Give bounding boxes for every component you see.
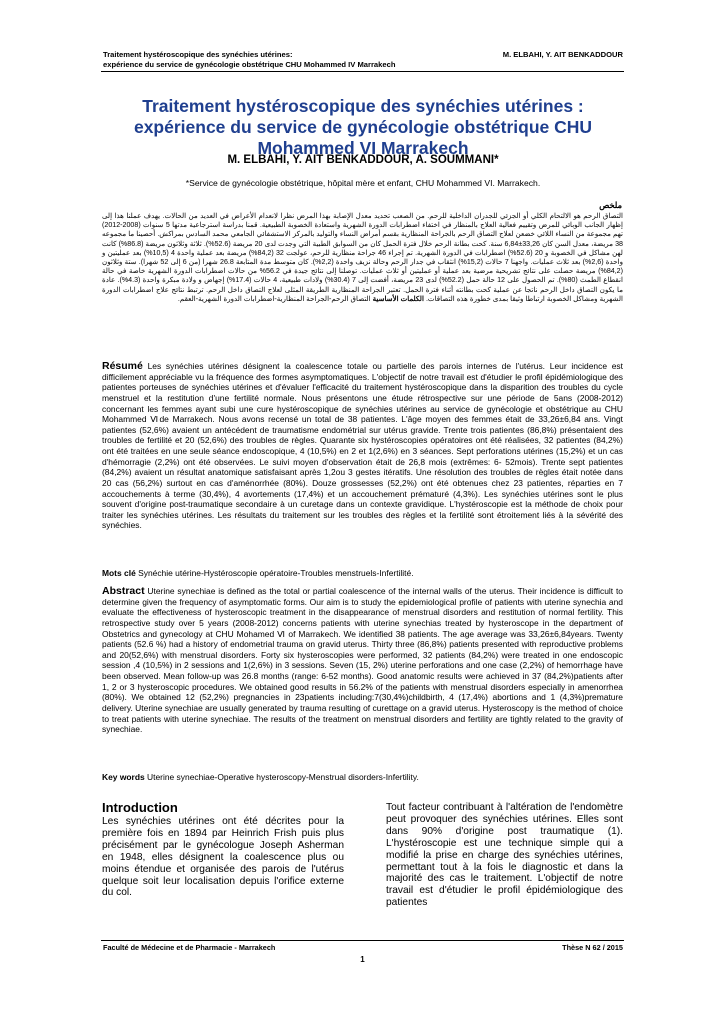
running-header-line2: expérience du service de gynécologie obstétrique CHU Mohammed IV Marrakech [103,60,396,69]
running-header [103,50,483,70]
mots-cles-label: Mots clé [102,568,136,578]
arabic-summary-text: التصاق الرحم هو الالتحام الكلي أو الجزئي للجدران الداخلية للرحم. من الصعب تحديد معدل الإصابة بهذا المرض نظرا لانعدام الأعراض في العديد من الحالات. يهدف عملنا هذا إلى إظهار الجانب الوبائي للمرض وتقييم فعالية العلاج بالمنظار في اختفاء اضطرابات الدورة الشهرية واستعادة الخصوبة الطبيعية. قمنا بدراسة استرجاعية مدتها 5 سنوات (2008-2012) تهم مجموعة من النساء اللائي خضعن لعلاج التصاق الرحم بالجراحة المنظارية بقسم أمراض النساء والتوليد بالمركز الاستشفائي الجامعي محمد السادس بمراكش. أحصينا ما مجموعه 38 مريضة، معدل السن كان 33,26±6,84 سنة. كحت بطانة الرحم خلال فترة الحمل كان من السوابق الطبية التي وجدت لدى 20 مريضة (52.6%). ثلاثة وثلاثون مريضة (86.8%) كانت لهن مشاكل في الخصوبة و 20 (52.6%) اضطرابات في الدورة الشهرية. تم إجراء 46 جراحة منظارية للرحم، عولجت 32 (84,2%) مريضة بعد عملية واحدة 4 (10,5%) بعد عمليتين و واحدة (2,6%) بعد ثلاث عمليات. واجهنا 7 حالات (15,2%) انثقاب في جدار الرحم وحالة نزيف واحدة (2,2%). كان متوسط مدة المتابعة 26.8 شهرا (من 6 إلى 52 شهرا). ستة وثلاثون (84,2%) مريضة حصلت على نتائج تشريحية مرضية بعد عملية أو عمليتين أو ثلاث عمليات. توصلنا إلى نتائج جيدة في 56.2% من حالات اضطرابات الدورة الشهرية خاصة في حالة انقطاع الطمث (80%). تم الحصول على 12 حالة حمل (52.2%) لدى 23 مريضة، أفضت إلى 7 (30.4%) ولادات طبيعية، 4 حالات (17.4%) إجهاض و ولادة مبكرة واحدة (4.3%). عادة ما يكون التصاق داخل الرحم ناتجا عن عملية كحت بطانته أثناء فترة الحمل. تعتبر الجراحة المنظارية الطريقة المثلى لعلاج التصاق داخل الرحم. ترتبط نتائج علاج اضطرابات الدورة الشهرية ومشاكل الخصوبة ارتباطا وثيقا بمدى خطورة هذه التصاقات. [102,212,623,303]
arabic-keywords-label: الكلمات الأساسية [372,294,424,303]
footer-faculty: Faculté de Médecine et de Pharmacie - Marrakech [103,943,276,952]
footer-divider [101,940,624,941]
arabic-keywords: التصاق الرحم-الجراحة المنظارية-اضطرابات الدورة الشهرية-العقم. [177,294,371,303]
introduction-right-column [386,802,623,909]
resume-text: Les synéchies utérines désignent la coalescence totale ou partielle des parois internes de l'utérus. Leur incidence est difficilement appréciable vu la fréquence des formes asymptomatiques. L'objectif de notre travail est d'étudier le profil épidémiologique des patientes porteuses de synéchies utérines et d'évaluer l'efficacité du traitement hystéroscopique dans la disparition des troubles du cycle menstruel et la restitution d'une fertilité normale. Nous présentons une étude rétrospective sur une période de 5ans (2008-2012) concernant les femmes ayant subi une cure hystéroscopique de synéchies utérines au service de gynécologie et obstétrique au CHU Mohammed Ⅵde Marrakech. Nous avons recensé un total de 38 patientes. L'âge moyen des femmes était de 33,26±6,84 ans. Vingt patientes (52,6%) avaient un antécédent de traumatisme endométrial sur utérus gravide. Trente trois patientes (86,8%) présentaient des troubles de fertilité et 20 (52,6%) des troubles de règles. Quarante six hystéroscopies opératoires ont été réalisées, 32 patientes (84,2%) ont été traitées en une seule séance endoscopique, 4 (10,5%) en 2 et 1(2,6%) en 3 séances. Sept perforations utérines (15,2%) et un cas d'hémorragie (2,2%) ont été observées. Le suivi moyen d'observation était de 26,8 mois (extrêmes: 6- 52mois). Trente sept patientes (84,2%) avaient un résultat anatomique satisfaisant après 1,2ou 3 gestes itératifs. Une résolution des troubles de règles était notée dans 20 cas (56,2%) surtout en cas d'aménorrhée (80%). Douze grossesses (52,2%) ont été obtenues chez 23 patientes, réparties en 7 accouchements à terme (30,4%), 4 avortements (17,4%) et un accouchement prématuré (4,3%). Les synéchies utérines sont le plus souvent d'origine post-traumatique secondaire à un curetage dans un contexte gravidique. L'hystéroscopie est la méthode de choix pour traiter les synéchies utérines. Les résultats du traitement sur les troubles des règles et la fertilité sont étroitement liés à la sévérité des synéchies. [102,361,623,531]
affiliation: *Service de gynécologie obstétrique, hôpital mère et enfant, CHU Mohammed VI. Marrakech. [185,178,541,188]
introduction-right-text: Tout facteur contribuant à l'altération de l'endomètre peut provoquer des synéchies utérines. Elles sont dans 90% d'origine post traumatique (1). L'hystéroscopie est une technique simple qui a modifié la prise en charge des synéchies utérines, permettant tout à la fois le diagnostic et dans la majorité des cas le traitement. L'objectif de notre travail est d'étudier le profil épidémiologique des patientes [386,802,623,909]
keywords-section [102,772,623,783]
paper-title: Traitement hystéroscopique des synéchies utérines : expérience du service de gynécologie obstétrique CHU Mohammed VI Marrakech [133,96,593,158]
mots-cles-section [102,568,623,579]
introduction-heading: Introduction [102,800,178,815]
introduction-left-text: Les synéchies utérines ont été décrites pour la première fois en 1894 par Heinrich Frish puis plus précisément par le gynécologue Joseph Asherman en 1948, elles désignent la coalescence plus ou moins étendue et organisée des parois de l'utérus quelque soit leur localisation depuis l'orifice externe du col. [102,816,344,899]
footer-thesis-number: Thèse N 62 / 2015 [562,943,623,952]
page-number: 1 [360,955,365,964]
abstract-section [102,586,623,735]
running-header-authors: M. ELBAHI, Y. AIT BENKADDOUR [502,50,623,59]
running-header-line1: Traitement hystéroscopique des synéchies utérines: [103,50,293,59]
abstract-text: Uterine synechiae is defined as the total or partial coalescence of the internal walls of the uterus. Their incidence is difficult to determine given the frequency of asymptomatic forms. Our aim is to study the epidemiological profile of patients with uterine synechia and evaluate the effectiveness of hysteroscopic treatment in the disappearance of menstrual disorders and restitution of normal fertility. This retrospective study over 5 years (2008-2012) concerns patients with uterine synechias treated by hysteroscope in the department of Obstetrics and gynecology at CHU Mohamed Ⅵ of Marrakech. We identified 38 patients. The age average was 33,26±6,84years. Twenty patients (52.6 %) had a history of endometrial trauma on gravid uterus. Thirty three (86,8%) patients presented with reproductive problems and 20(52,6%) with menstrual disorders. Forty six hysteroscopies were performed, 32 patients (84,2%) were treated in one endoscopic session ,4 (10,5%) in 2 sessions and 1(2,6%) in 3 sessions. Seven (15, 2%) uterine perforations and one case (2,2%) of hemorrhage have been observed. Mean follow-up was 26.8 months (range: 6-52 months). Good anatomic results were achieved in 37 (84,2%)patients after 1, 2 or 3 hysteroscopic procedures. We obtained good results in 56.2% of the patients with menstrual disorders especially in amenorrhea (80%). We obtained 12 (52,2%) pregnancies in 23patients including:7(30,4%)childbirth, 4 (17,4%) abortions and 1 (4,3%)premature delivery. Uterine synechiae are usually generated by trauma resulting of curettage on a gravid uterus. Hysteroscopy is the method of choice to treat patients with uterine synechiae. The results of the treatment on menstrual disorders and fertility are tightly related to the gravity of synechiae. [102,586,623,735]
keywords-text: Uterine synechiae-Operative hysteroscopy-Menstrual disorders-Infertility. [144,772,419,782]
header-divider [101,71,624,72]
keywords-label: Key words [102,772,145,782]
abstract-heading: Abstract [102,585,145,597]
mots-cles-text: Synéchie utérine-Hystéroscopie opératoire-Troubles menstruels-Infertilité. [135,568,414,578]
author-list: M. ELBAHI, Y. AIT BENKADDOUR, A. SOUMMANI* [227,154,499,166]
introduction-left-column [102,800,344,899]
resume-section [102,361,623,531]
resume-heading: Résumé [102,360,143,372]
arabic-summary [102,212,623,304]
arabic-summary-heading: ملخص [599,200,622,210]
